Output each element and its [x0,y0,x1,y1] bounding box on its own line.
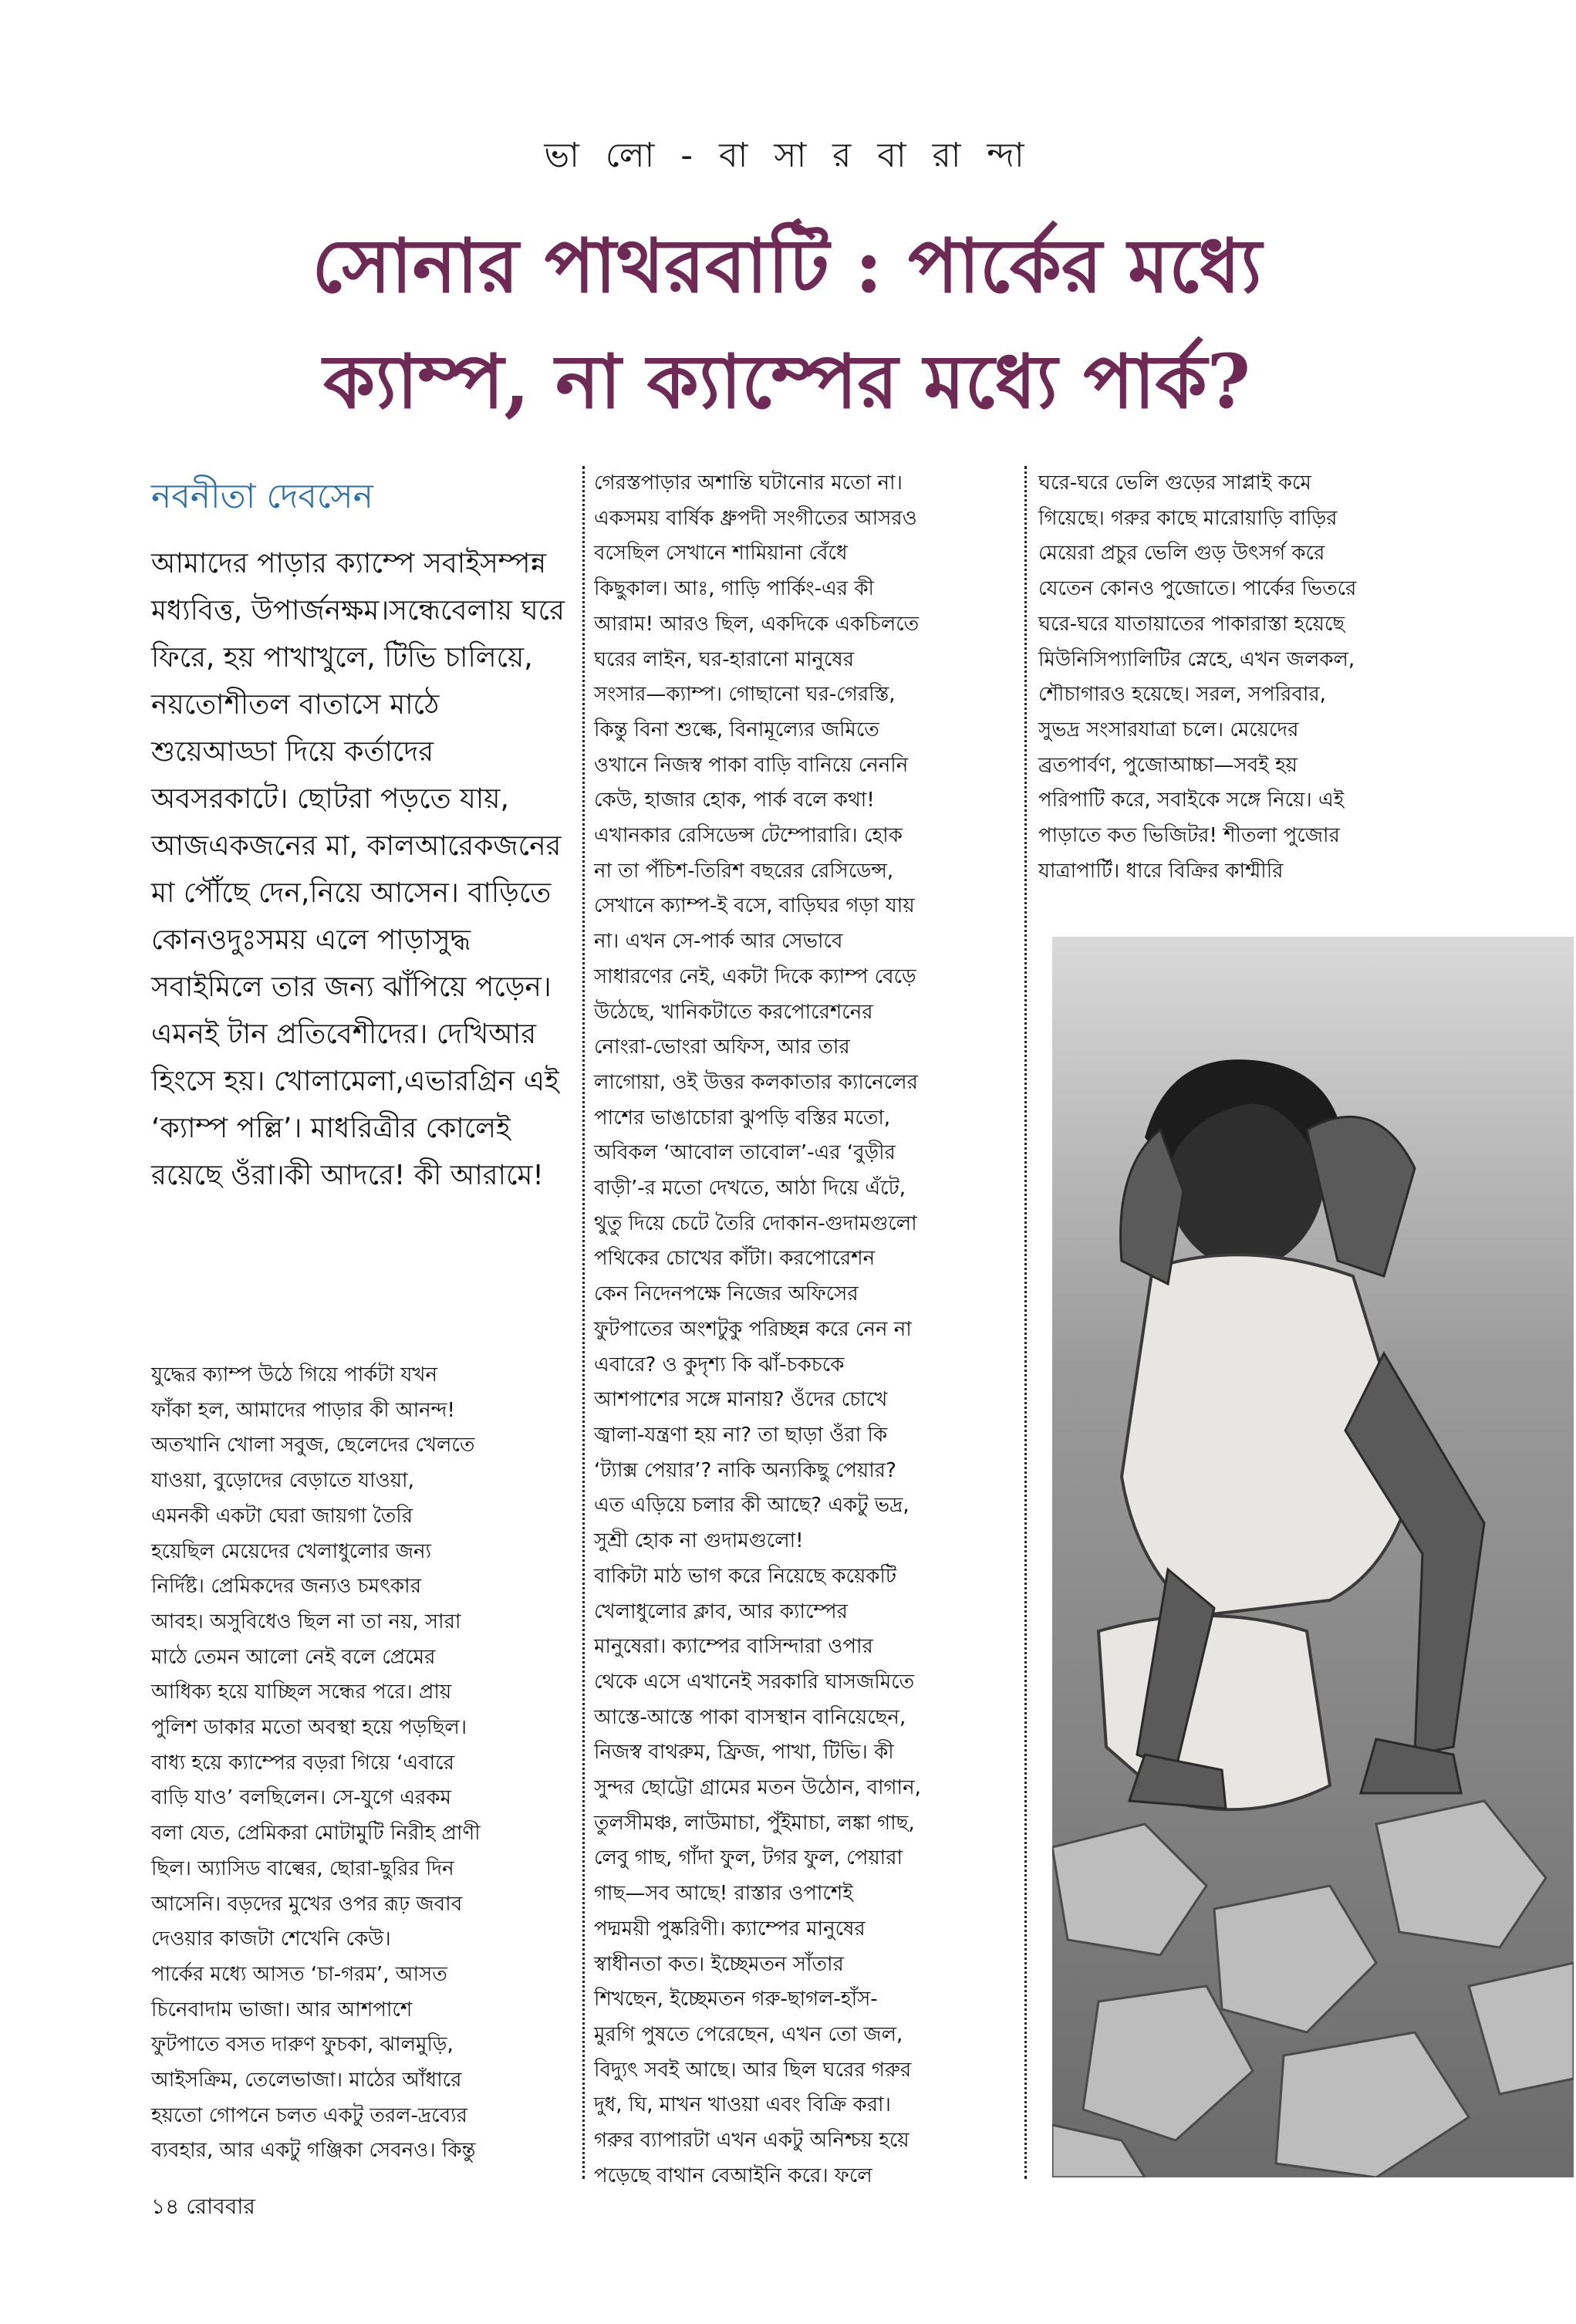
text-line: পথিকের চোখের কাঁটা। করপোরেশন [594,1247,876,1271]
article-column-3 [1038,466,1439,889]
text-line: পরিপাটি করে, সবাইকে সঙ্গে নিয়ে। এই [1038,789,1345,812]
text-line: সেখানে ক্যাম্প-ই বসে, বাড়িঘর গড়া যায় [594,894,915,918]
text-line: মিউনিসিপ্যালিটির স্নেহে, এখন জলকল, [1038,647,1355,671]
text-line: গিয়েছে। গরুর কাছে মারোয়াড়ি বাড়ির [1038,506,1338,530]
lead-line: আর হিংসে হয়। খোলামেলা, [151,1018,537,1097]
text-line: কেউ, হাজার হোক, পার্ক বলে কথা! [594,789,875,812]
text-line: লেবু গাছ, গাঁদা ফুল, টগর ফুল, পেয়ারা [594,1846,903,1870]
headline [154,208,1419,440]
text-line: মেয়েরা প্রচুর ভেলি গুড় উৎসর্গ করে [1038,542,1325,566]
headline-line-1: সোনার পাথরবাটি : পার্কের মধ্যে [312,222,1262,309]
text-line: সাধারণের নেই, একটা দিকে ক্যাম্প বেড়ে [594,964,916,988]
text-line: আশপাশের সঙ্গে মানায়? ওঁদের চোখে [594,1388,888,1412]
lead-line: শীতল বাতাসে মাঠে শুয়ে [151,689,440,768]
text-line: বাড়ি যাও’ বলছিলেন। সে-যুগে এরকম [151,1786,451,1810]
text-line: যাত্রাপার্টি। ধারে বিক্রির কাশ্মীরি [1038,859,1284,883]
text-line: গরুর ব্যাপারটা এখন একটু অনিশ্চয় হয়ে [594,2129,909,2153]
text-line: ঘরে-ঘরে যাতায়াতের পাকারাস্তা হয়েছে [1038,612,1345,636]
text-line: লাগোয়া, ওই উত্তর কলকাতার ক্যানেলের [594,1070,918,1094]
lead-line: আরেকজনের মা পৌঁছে দেন, [151,830,562,909]
text-line: ঘরের লাইন, ঘর-হারানো মানুষের [594,647,854,671]
text-line: ওখানে নিজস্ব পাকা বাড়ি বানিয়ে নেননি [594,753,909,777]
column-rule [1024,466,1027,2179]
text-line: শৌচাগারও হয়েছে। সরল, সপরিবার, [1038,683,1326,707]
text-line: সংসার—ক্যাম্প। গোছানো ঘর-গেরস্তি, [594,683,896,707]
text-line: যেতেন কোনও পুজোতে। পার্কের ভিতরে [1038,577,1357,601]
text-line: খেলাধুলোর ক্লাব, আর ক্যাম্পের [594,1599,848,1623]
text-line: অবিকল ‘আবোল তাবোল’-এর ‘বুড়ীর [594,1141,896,1165]
text-line: বসেছিল সেখানে শামিয়ানা বেঁধে [594,542,848,566]
text-line: যাওয়া, বুড়োদের বেড়াতে যাওয়া, [151,1469,414,1493]
text-line: পাশের ভাঙাচোরা ঝুপড়ি বস্তির মতো, [594,1106,891,1130]
text-line: ফাঁকা হল, আমাদের পাড়ার কী আনন্দ! [151,1398,455,1422]
text-line: উঠেছে, খানিকটাতে করপোরেশনের [594,1000,873,1024]
text-line: পুলিশ ডাকার মতো অবস্থা হয়ে পড়ছিল। [151,1716,467,1740]
column-rule [582,466,585,2179]
text-line: কিন্তু বিনা শুল্কে, বিনামূল্যের জমিতে [594,718,879,741]
text-line: থুতু দিয়ে চেটে তৈরি দোকান-গুদামগুলো [594,1211,917,1235]
lead-line: নিয়ে আসেন। বাড়িতে কোনও [151,877,552,956]
text-line: থেকে এসে এখানেই সরকারি ঘাসজমিতে [594,1670,915,1694]
text-line: ব্যবহার, আর একটু গঞ্জিকা সেবনও। কিন্তু [151,2139,476,2163]
text-line: বাকিটা মাঠ ভাগ করে নিয়েছে কয়েকটি [594,1564,897,1588]
page-folio: ১৪ রোববার [151,2194,255,2219]
text-line: পদ্মময়ী পুষ্করিণী। ক্যাম্পের মানুষের [594,1917,866,1941]
text-line: ব্রতপার্বণ, পুজোআচ্চা—সবই হয় [1038,753,1298,777]
text-line: আস্তে-আস্তে পাকা বাসস্থান বানিয়েছেন, [594,1705,906,1729]
lead-line: এমনই টান প্রতিবেশীদের। দেখি [151,1018,489,1050]
text-line: একসময় বার্ষিক ধ্রুপদী সংগীতের আসরও [594,506,917,530]
text-line: এবারে? ও কুদৃশ্য কি ঝাঁ-চকচকে [594,1353,845,1376]
text-line: গাছ—সব আছে! রাস্তার ওপাশেই [594,1882,853,1906]
lead-line: দুঃসময় এলে পাড়াসুদ্ধ সবাই [151,924,471,1003]
section-kicker: ভা লো - বা সা র বা রা ন্দা [544,136,1032,175]
lead-paragraph [151,540,568,1199]
article-photo [1052,937,1574,2177]
text-line: স্বাধীনতা কত। ইচ্ছেমতন সাঁতার [594,1952,844,1976]
text-line: পার্কের মধ্যে আসত ‘চা-গরম’, আসত [151,1962,447,1986]
lead-line: কাটে। ছোটরা পড়তে যায়, আজ [151,783,509,862]
lead-line: আমাদের পাড়ার ক্যাম্পে সবাই [151,548,480,579]
text-line: পাড়াতে কত ভিজিটর! শীতলা পুজোর [1038,824,1340,848]
text-line: বিদ্যুৎ সবই আছে। আর ছিল ঘরের গরুর [594,2058,912,2082]
text-line: পড়েছে বাথান বেআইনি করে। ফলে [594,2164,872,2187]
text-line: অতখানি খোলা সবুজ, ছেলেদের খেলতে [151,1434,475,1458]
lead-line: মিলে তার জন্য ঝাঁপিয়ে পড়েন। [207,971,552,1003]
text-line: সুভদ্র সংসারযাত্রা চলে। মেয়েদের [1038,718,1299,741]
lead-line: কী আদরে! কী আরামে! [284,1160,544,1191]
text-line: ছিল। অ্যাসিড বাল্বের, ছোরা-ছুরির দিন [151,1856,454,1880]
text-line: এত এড়িয়ে চলার কী আছে? একটু ভদ্র, [594,1494,909,1518]
text-line: আধিক্য হয়ে যাচ্ছিল সন্ধের পরে। প্রায় [151,1681,452,1704]
text-line: আইসক্রিম, তেলেভাজা। মাঠের আঁধারে [151,2069,462,2093]
lead-line: সম্পন্ন মধ্যবিত্ত, উপার্জনক্ষম। [151,548,547,627]
text-line: শিখছেন, ইচ্ছেমতন গরু-ছাগল-হাঁস- [594,1988,878,2012]
headline-line-2: ক্যাম্প, না ক্যাম্পের মধ্যে পার্ক? [323,338,1250,425]
author-byline: নবনীতা দেবসেন [151,477,373,516]
text-line: জ্বালা-যন্ত্রণা হয় না? তা ছাড়া ওঁরা কি [594,1423,888,1447]
text-line: দেওয়ার কাজটা শেখেনি কেউ। [151,1927,391,1951]
text-line: এমনকী একটা ঘেরা জায়গা তৈরি [151,1504,413,1528]
text-line: কিছুকাল। আঃ, গাড়ি পার্কিং-এর কী [594,577,874,601]
text-line: না তা পঁচিশ-তিরিশ বছরের রেসিডেন্স, [594,859,894,883]
text-line: মুরগি পুষতে পেরেছেন, এখন তো জল, [594,2022,903,2046]
text-line: হয়তো গোপনে চলত একটু তরল-দ্রব্যের [151,2103,467,2127]
text-line: তুলসীমঞ্চ, লাউমাচা, পুঁইমাচা, লঙ্কা গাছ, [594,1811,915,1835]
text-line: চিনেবাদাম ভাজা। আর আশপাশে [151,1998,413,2022]
text-line: গেরস্তপাড়ার অশান্তি ঘটানোর মতো না। [594,471,903,495]
text-line: সুন্দর ছোট্টো গ্রামের মতন উঠোন, বাগান, [594,1776,921,1800]
text-line: দুধ, ঘি, মাখন খাওয়া এবং বিক্রি করা। [594,2093,891,2117]
text-line: বলা যেত, প্রেমিকরা মোটামুটি নিরীহ প্রাণী [151,1822,481,1846]
text-line: হয়েছিল মেয়েদের খেলাধুলোর জন্য [151,1539,432,1563]
text-line: আসেনি। বড়দের মুখের ওপর রূঢ় জবাব [151,1892,463,1916]
text-line: বাড়ী’-র মতো দেখতে, আঠা দিয়ে এঁটে, [594,1177,906,1201]
text-line: ফুটপাতে বসত দারুণ ফুচকা, ঝালমুড়ি, [151,2033,454,2057]
lead-line: আড্ডা দিয়ে কর্তাদের অবসর [151,736,434,815]
lead-line: একজনের মা, কাল [208,830,415,862]
text-line: মানুষেরা। ক্যাম্পের বাসিন্দারা ওপার [594,1635,873,1659]
lead-line: খুলে, টিভি চালিয়ে, নয়তো [151,642,533,721]
text-line: সুশ্রী হোক না গুদামগুলো! [594,1529,804,1553]
text-line: আবহ। অসুবিধেও ছিল না তা নয়, সারা [151,1610,461,1633]
lead-line: এভারগ্রিন এই ‘ক্যাম্প পল্লি’। মা [151,1066,559,1144]
text-line: কেন নিদেনপক্ষে নিজের অফিসের [594,1282,859,1306]
text-line: নির্দিষ্ট। প্রেমিকদের জন্যও চমৎকার [151,1575,422,1599]
lead-line: ধরিত্রীর কোলেই রয়েছে ওঁরা। [151,1113,511,1191]
text-line: মাঠে তেমন আলো নেই বলে প্রেমের [151,1645,436,1669]
article-column-2 [594,466,1011,2194]
text-line: এখানকার রেসিডেন্স টেম্পোরারি। হোক [594,824,903,848]
text-line: নিজস্ব বাথরুম, ফ্রিজ, পাখা, টিভি। কী [594,1741,894,1765]
text-line: ‘ট্যাক্স পেয়ার’? নাকি অন্যকিছু পেয়ার? [594,1458,896,1482]
text-line: ফুটপাতের অংশটুকু পরিচ্ছন্ন করে নেন না [594,1317,912,1341]
article-column-1 [151,1358,568,2169]
text-line: বাধ্য হয়ে ক্যাম্পের বড়রা গিয়ে ‘এবারে [151,1751,454,1775]
text-line: যুদ্ধের ক্যাম্প উঠে গিয়ে পার্কটা যখন [151,1363,438,1387]
text-line: না। এখন সে-পার্ক আর সেভাবে [594,930,843,954]
lead-line: সন্ধেবেলায় ঘরে ফিরে, হয় পাখা [151,595,565,674]
text-line: ঘরে-ঘরে ভেলি গুড়ের সাপ্লাই কমে [1038,471,1311,495]
text-line: আরাম! আরও ছিল, একদিকে একচিলতে [594,612,920,636]
text-line: নোংরা-ভোংরা অফিস, আর তার [594,1035,850,1059]
